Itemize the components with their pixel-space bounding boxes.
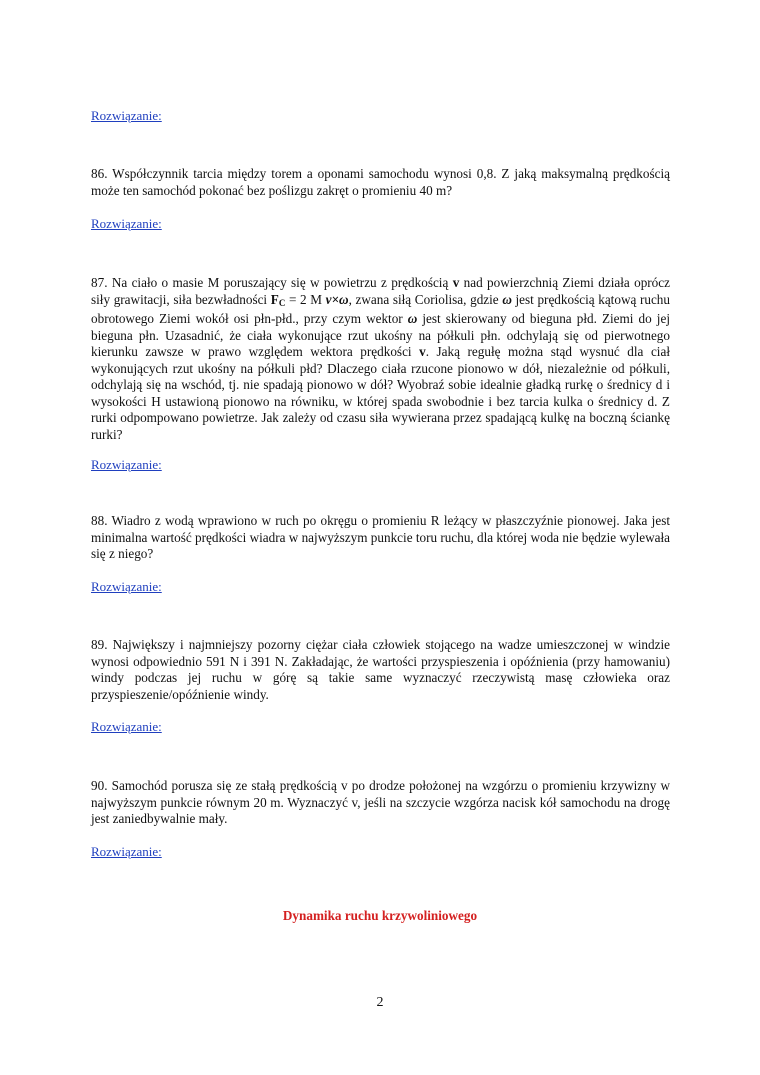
problem-87-fc-sub: C [278,297,286,308]
problem-86: 86. Współczynnik tarcia między torem a oponami samochodu wynosi 0,8. Z jaką maksymalną prędkością może ten samochód pokonać bez poślizgu zakręt o promieniu 40 m? [91,166,670,198]
problem-87-part3: = 2 M [285,291,326,307]
problem-87-fc-letter: F [270,291,279,307]
problem-87-fc [271,292,286,307]
section-heading: Dynamika ruchu krzywoliniowego [282,908,478,923]
page-number: 2 [376,995,384,1010]
solution-link-85[interactable]: Rozwiązanie: [91,108,162,123]
problem-88: 88. Wiadro z wodą wprawiono w ruch po okręgu o promieniu R leżący w płaszczyźnie pionowej. Jaka jest minimalna wartość prędkości wiadra w najwyższym punkcie toru ruchu, dla której woda nie będzie wylewała się z niego? [91,513,670,561]
solution-link-89[interactable]: Rozwiązanie: [91,719,162,734]
problem-87-part2: nad powierzchnią Ziemi działa oprócz siły grawitacji, siła bezwładności [91,275,670,307]
solution-link-90[interactable]: Rozwiązanie: [91,844,162,859]
problem-87-part1: 87. Na ciało o masie M poruszający się w powietrzu z prędkością [91,275,453,290]
problem-87-v1: v [452,275,460,290]
solution-link-87[interactable]: Rozwiązanie: [91,457,162,472]
solution-link-88[interactable]: Rozwiązanie: [91,579,162,594]
problem-89: 89. Największy i najmniejszy pozorny ciężar ciała człowiek stojącego na wadze umieszczonej w windzie wynosi odpowiednio 591 N i 391 N. Zakładając, że wartości przyspieszenia i opóźnienia (przy hamowaniu) windy podczas jej ruchu w górę są takie same wyznaczyć rzeczywistą masę człowieka oraz przyspieszenie/opóźnienie windy. [91,637,670,702]
problem-87-part5: jest prędkością kątową ruchu obrotowego Ziemi wokół osi płn-płd., przy czym wektor [91,291,670,326]
problem-87-part7: . Jaką regułę można stąd wysnuć dla ciał wykonujących rzut ukośny na półkuli płd? Dlaczego ciała rzucone pionowo w dół, niezależnie od półkuli, odchylają się na wschód, tj. nie spadają pionowo w dół? Wyobraź sobie idealnie gładką rurkę o średnicy d i wysokości H ustawioną pionowo na równiku, w której spada swobodnie i bez tarcia kulka o średnicy d. Z rurki odpompowano powietrze. Jak zależy od czasu siła wywierana przez spadającą kulkę na boczną ściankę rurki? [91,344,670,442]
problem-87-part4: , zwana siłą Coriolisa, gdzie [348,291,503,307]
solution-link-86[interactable]: Rozwiązanie: [91,216,162,231]
problem-87-part6: jest skierowany od bieguna płd. Ziemi do jej bieguna płn. Uzasadnić, że ciała wykonujące rzut ukośny na półkuli płn. odchylają się od pierwotnego kierunku zawsze w prawo względem wektora prędkości [91,311,670,359]
problem-87-v2: v [419,344,426,359]
problem-90: 90. Samochód porusza się ze stałą prędkością v po drodze położonej na wzgórzu o promieniu krzywizny w najwyższym punkcie równym 20 m. Wyznaczyć v, jeśli na szczycie wzgórza nacisk kół samochodu na drogę jest zaniedbywalnie mały. [91,778,670,826]
problem-87-w2: ω [407,311,418,326]
problem-87-w1: ω [502,291,512,307]
problem-87 [91,275,670,443]
problem-87-vxw: v×ω [325,291,349,307]
